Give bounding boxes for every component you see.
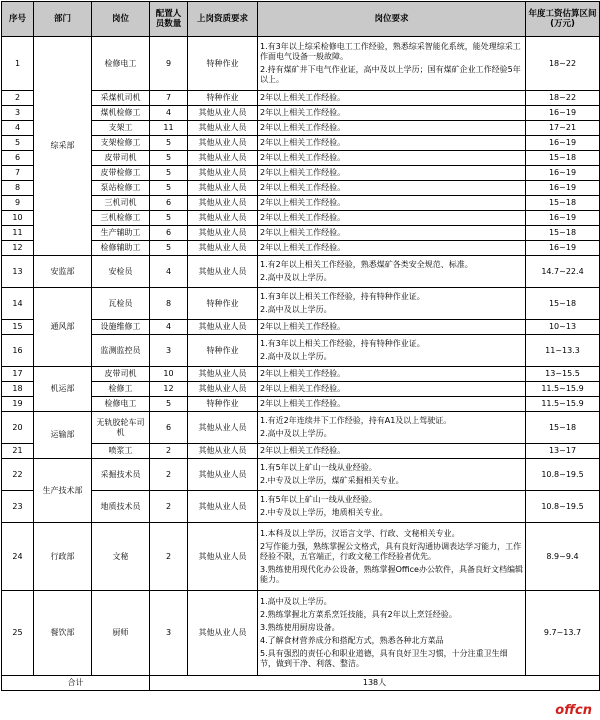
cell-post: 皮带司机 [92,367,150,382]
cell-post: 三机检修工 [92,211,150,226]
cell-dept: 行政部 [34,523,92,591]
cell-qual: 其他从业人员 [188,412,258,444]
header-salary: 年度工资估算区间(万元) [526,2,600,37]
requirement-line: 1.有3年以上综采检修电工工作经验，熟悉综采智能化系统，能处理综采工作面电气设备一般故障。 [260,42,521,61]
cell-count: 4 [150,256,188,288]
cell-req [258,256,526,288]
requirement-line: 2年以上相关工作经验。 [260,183,346,192]
requirement-line: 2年以上相关工作经验。 [260,123,346,132]
total-row [2,676,600,691]
requirement-line: 1.有5年以上矿山一线从业经验。 [260,463,377,472]
requirement-line: 2写作能力强，熟练掌握公文格式，具有良好沟通协调表达学习能力，工作经验不限，五官端正，行政文秘工作经验者优先。 [260,541,522,561]
requirement-line: 2.高中及以上学历。 [260,352,332,361]
cell-no: 11 [2,226,34,241]
cell-salary: 15~18 [526,288,600,320]
requirement-line: 1.有近2年连续井下工作经验，持有A1及以上驾驶证。 [260,416,452,425]
cell-post: 皮带检修工 [92,166,150,181]
cell-salary: 9.7~13.7 [526,591,600,676]
cell-salary: 11~13.3 [526,335,600,367]
recruitment-table-container [1,1,599,691]
cell-qual: 其他从业人员 [188,491,258,523]
requirement-line: 2年以上相关工作经验。 [260,384,346,393]
requirement-line: 2.高中及以上学历。 [260,273,332,282]
cell-no: 10 [2,211,34,226]
table-row [2,91,600,106]
table-row [2,459,600,491]
requirement-line: 1.有3年以上相关工作经验，持有特种作业证。 [260,292,425,301]
table-row [2,412,600,444]
table-row [2,523,600,591]
cell-qual: 其他从业人员 [188,367,258,382]
table-row [2,367,600,382]
cell-req [258,121,526,136]
cell-qual: 其他从业人员 [188,106,258,121]
cell-dept: 综采部 [34,37,92,256]
cell-count: 5 [150,211,188,226]
requirement-line: 2年以上相关工作经验。 [260,138,346,147]
requirement-line: 4.了解食材营养成分和搭配方式，熟悉各种北方菜品 [260,636,444,645]
header-no: 序号 [2,2,34,37]
requirement-line: 2.高中及以上学历。 [260,305,332,314]
header-dept: 部门 [34,2,92,37]
cell-req [258,37,526,91]
cell-post: 文秘 [92,523,150,591]
cell-req [258,226,526,241]
cell-no: 9 [2,196,34,211]
table-row [2,181,600,196]
table-row [2,491,600,523]
requirement-line: 2年以上相关工作经验。 [260,153,346,162]
cell-no: 25 [2,591,34,676]
cell-no: 12 [2,241,34,256]
cell-count: 7 [150,91,188,106]
total-label: 合计 [2,676,150,691]
cell-post: 喷浆工 [92,444,150,459]
cell-req [258,106,526,121]
cell-post: 监测监控员 [92,335,150,367]
cell-no: 15 [2,320,34,335]
cell-post: 检修辅助工 [92,241,150,256]
cell-qual: 特种作业 [188,37,258,91]
cell-qual: 其他从业人员 [188,196,258,211]
table-row [2,211,600,226]
requirement-line: 2.熟练掌握北方菜系烹饪技能，具有2年以上烹饪经验。 [260,610,457,619]
table-row [2,320,600,335]
table-row [2,256,600,288]
cell-count: 6 [150,412,188,444]
cell-req [258,166,526,181]
cell-count: 5 [150,136,188,151]
cell-no: 19 [2,397,34,412]
cell-salary: 16~19 [526,241,600,256]
table-row [2,166,600,181]
cell-count: 11 [150,121,188,136]
cell-no: 21 [2,444,34,459]
cell-req [258,288,526,320]
requirement-line: 5.具有强烈的责任心和职业道德，具有良好卫生习惯，十分注重卫生细节，做到干净、利落、整洁。 [260,649,508,668]
cell-dept: 生产技术部 [34,459,92,523]
requirement-line: 2年以上相关工作经验。 [260,243,346,252]
requirement-line: 2.中专及以上学历，地质相关专业。 [260,508,388,517]
table-row [2,106,600,121]
cell-post: 检修电工 [92,37,150,91]
cell-salary: 16~19 [526,106,600,121]
cell-count: 2 [150,523,188,591]
cell-salary: 14.7~22.4 [526,256,600,288]
cell-req [258,367,526,382]
cell-no: 20 [2,412,34,444]
cell-req [258,335,526,367]
cell-salary: 8.9~9.4 [526,523,600,591]
cell-count: 3 [150,591,188,676]
cell-req [258,91,526,106]
cell-qual: 特种作业 [188,91,258,106]
requirement-line: 2.高中及以上学历。 [260,429,332,438]
header-post: 岗位 [92,2,150,37]
cell-no: 17 [2,367,34,382]
cell-salary: 17~21 [526,121,600,136]
cell-req [258,412,526,444]
total-value: 138人 [150,676,600,691]
cell-post: 生产辅助工 [92,226,150,241]
cell-no: 23 [2,491,34,523]
cell-dept: 通风部 [34,288,92,367]
cell-no: 18 [2,382,34,397]
requirement-line: 1.有5年以上矿山一线从业经验。 [260,495,377,504]
cell-no: 5 [2,136,34,151]
cell-post: 无轨胶轮车司机 [92,412,150,444]
cell-qual: 特种作业 [188,397,258,412]
cell-post: 支架检修工 [92,136,150,151]
cell-salary: 13~15.5 [526,367,600,382]
cell-qual: 其他从业人员 [188,151,258,166]
table-row [2,151,600,166]
cell-qual: 特种作业 [188,288,258,320]
cell-salary: 15~18 [526,196,600,211]
requirement-line: 2年以上相关工作经验。 [260,446,346,455]
table-row [2,136,600,151]
cell-qual: 特种作业 [188,335,258,367]
table-row [2,397,600,412]
cell-no: 6 [2,151,34,166]
cell-dept: 安监部 [34,256,92,288]
cell-req [258,444,526,459]
table-row [2,121,600,136]
cell-count: 9 [150,37,188,91]
cell-no: 22 [2,459,34,491]
cell-post: 皮带司机 [92,151,150,166]
cell-no: 7 [2,166,34,181]
cell-no: 3 [2,106,34,121]
cell-qual: 其他从业人员 [188,591,258,676]
cell-salary: 10~13 [526,320,600,335]
table-row [2,37,600,91]
cell-qual: 其他从业人员 [188,459,258,491]
cell-count: 6 [150,196,188,211]
requirement-line: 2.持有煤矿井下电气作业证，高中及以上学历；国有煤矿企业工作经验5年以上。 [260,65,521,84]
cell-qual: 其他从业人员 [188,444,258,459]
requirement-line: 2年以上相关工作经验。 [260,93,346,102]
cell-req [258,181,526,196]
cell-post: 泵站检修工 [92,181,150,196]
cell-post: 厨师 [92,591,150,676]
cell-qual: 其他从业人员 [188,166,258,181]
cell-dept: 机运部 [34,367,92,412]
cell-post: 检修电工 [92,397,150,412]
cell-count: 4 [150,106,188,121]
cell-post: 支架工 [92,121,150,136]
cell-salary: 18~22 [526,91,600,106]
offcn-logo: offcn [555,703,592,718]
cell-salary: 10.8~19.5 [526,491,600,523]
table-row [2,226,600,241]
cell-dept: 运输部 [34,412,92,459]
requirement-line: 3.熟练使用厨房设备。 [260,623,340,632]
table-row [2,288,600,320]
cell-salary: 11.5~15.9 [526,382,600,397]
cell-salary: 16~19 [526,136,600,151]
table-row [2,591,600,676]
requirement-line: 1.有2年以上相关工作经验，熟悉煤矿各类安全规范、标准。 [260,260,473,269]
requirement-line: 3.熟练使用现代化办公设备，熟练掌握Office办公软件，具备良好文档编辑能力。 [260,564,523,584]
table-row [2,382,600,397]
cell-no: 8 [2,181,34,196]
cell-req [258,320,526,335]
cell-post: 采掘技术员 [92,459,150,491]
cell-qual: 其他从业人员 [188,320,258,335]
requirement-line: 1.高中及以上学历。 [260,597,332,606]
table-row [2,196,600,211]
cell-post: 三机司机 [92,196,150,211]
requirement-line: 2.中专及以上学历，煤矿采掘相关专业。 [260,476,404,485]
cell-qual: 其他从业人员 [188,226,258,241]
cell-no: 16 [2,335,34,367]
cell-qual: 其他从业人员 [188,181,258,196]
cell-post: 安检员 [92,256,150,288]
cell-count: 12 [150,382,188,397]
cell-count: 5 [150,241,188,256]
cell-salary: 16~19 [526,166,600,181]
cell-count: 5 [150,151,188,166]
cell-no: 24 [2,523,34,591]
cell-count: 5 [150,397,188,412]
cell-post: 煤机检修工 [92,106,150,121]
requirement-line: 2年以上相关工作经验。 [260,399,346,408]
cell-qual: 其他从业人员 [188,256,258,288]
cell-qual: 其他从业人员 [188,241,258,256]
cell-count: 2 [150,459,188,491]
cell-salary: 16~19 [526,181,600,196]
cell-post: 瓦检员 [92,288,150,320]
cell-req [258,491,526,523]
cell-count: 2 [150,491,188,523]
requirement-line: 1.本科及以上学历，汉语言文学、行政、文秘相关专业。 [260,528,460,538]
cell-no: 2 [2,91,34,106]
table-row [2,444,600,459]
requirement-line: 1.有3年以上相关工作经验，持有特种作业证。 [260,339,425,348]
cell-post: 检修工 [92,382,150,397]
requirement-line: 2年以上相关工作经验。 [260,198,346,207]
header-req: 岗位要求 [258,2,526,37]
cell-req [258,211,526,226]
cell-req [258,196,526,211]
cell-count: 6 [150,226,188,241]
table-row [2,335,600,367]
cell-salary: 18~22 [526,37,600,91]
requirement-line: 2年以上相关工作经验。 [260,168,346,177]
cell-no: 13 [2,256,34,288]
cell-qual: 其他从业人员 [188,523,258,591]
header-row [2,2,600,37]
cell-salary: 10.8~19.5 [526,459,600,491]
cell-count: 4 [150,320,188,335]
header-count: 配置人员数量 [150,2,188,37]
cell-salary: 15~18 [526,151,600,166]
cell-qual: 其他从业人员 [188,382,258,397]
cell-count: 3 [150,335,188,367]
cell-qual: 其他从业人员 [188,136,258,151]
cell-qual: 其他从业人员 [188,211,258,226]
cell-post: 地质技术员 [92,491,150,523]
table-row [2,241,600,256]
requirement-line: 2年以上相关工作经验。 [260,369,346,378]
cell-count: 5 [150,166,188,181]
cell-dept: 餐饮部 [34,591,92,676]
cell-req [258,523,526,591]
cell-salary: 13~17 [526,444,600,459]
cell-salary: 11.5~15.9 [526,397,600,412]
cell-count: 2 [150,444,188,459]
requirement-line: 2年以上相关工作经验。 [260,213,346,222]
cell-req [258,382,526,397]
table-body [2,37,600,676]
cell-no: 4 [2,121,34,136]
cell-count: 10 [150,367,188,382]
cell-count: 5 [150,181,188,196]
cell-req [258,397,526,412]
cell-salary: 15~18 [526,412,600,444]
cell-post: 设施维修工 [92,320,150,335]
cell-salary: 16~19 [526,211,600,226]
cell-post: 采煤机司机 [92,91,150,106]
cell-req [258,459,526,491]
cell-req [258,591,526,676]
recruitment-table [1,1,600,691]
cell-qual: 其他从业人员 [188,121,258,136]
header-qual: 上岗资质要求 [188,2,258,37]
cell-req [258,241,526,256]
cell-salary: 15~18 [526,226,600,241]
cell-no: 14 [2,288,34,320]
requirement-line: 2年以上相关工作经验。 [260,108,346,117]
cell-count: 8 [150,288,188,320]
cell-req [258,136,526,151]
cell-no: 1 [2,37,34,91]
cell-req [258,151,526,166]
requirement-line: 2年以上相关工作经验。 [260,322,346,331]
requirement-line: 2年以上相关工作经验。 [260,228,346,237]
